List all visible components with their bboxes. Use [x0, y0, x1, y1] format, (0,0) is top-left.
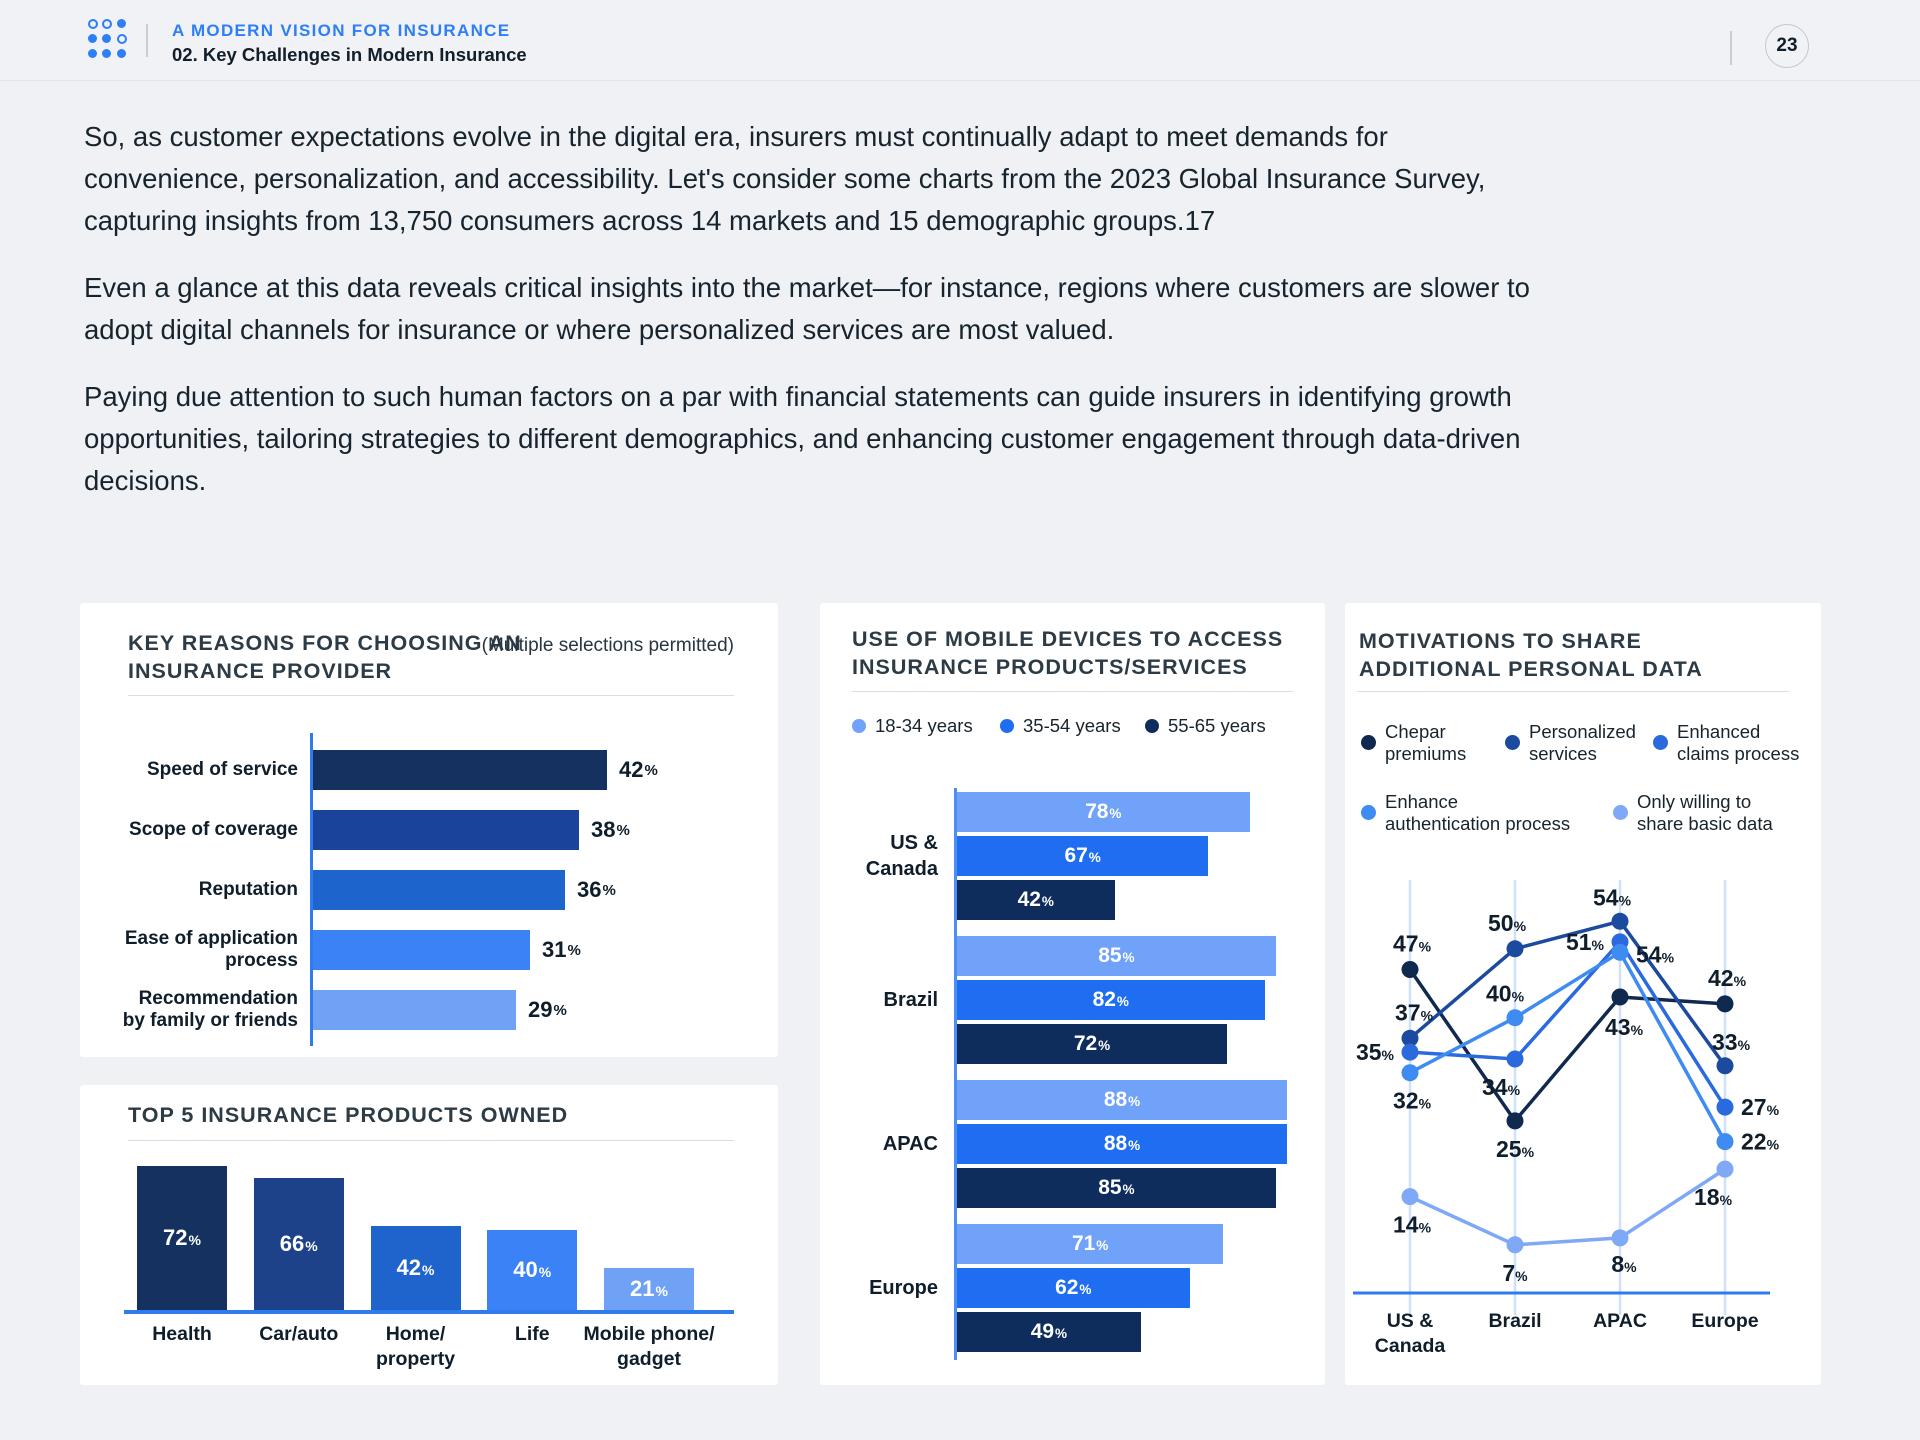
point-value-label: 22%: [1741, 1128, 1780, 1155]
value-number: 72: [1073, 1032, 1098, 1055]
paragraph-3: Paying due attention to such human factors on a par with financial statements can guide insurers in identifying growth opportunities, tailoring strategies to different demographics, and enhancing customer engagement through data-driven decisions.: [84, 381, 1521, 496]
data-point: [1612, 1229, 1629, 1246]
header-divider: [146, 24, 148, 57]
percent-sign: %: [655, 1283, 668, 1299]
bar-value-label: [1031, 1320, 1067, 1344]
bar: [957, 1224, 1223, 1264]
value-number: 21: [630, 1276, 655, 1301]
bar: [957, 880, 1115, 920]
data-point: [1612, 989, 1629, 1006]
category-label-line: Scope of coverage: [129, 818, 298, 840]
value-number: 88: [1103, 1088, 1128, 1111]
point-value-label: 54%: [1592, 884, 1632, 911]
percent-sign: %: [616, 821, 630, 839]
legend-item: [852, 715, 973, 737]
header-divider-right: [1730, 31, 1732, 65]
x-axis-label: Europe: [1691, 1310, 1759, 1332]
bar: [137, 1166, 227, 1310]
group-label: [820, 1224, 938, 1352]
bar-value-label: [1085, 800, 1121, 824]
percent-sign: %: [188, 1232, 201, 1248]
bar: [313, 750, 607, 790]
point-value-label: 50%: [1487, 909, 1527, 936]
value-number: 88: [1103, 1132, 1128, 1155]
bar-value-label: [619, 750, 658, 790]
value-number: 78: [1085, 800, 1109, 823]
category-label-line: Mobile phone/: [583, 1323, 715, 1345]
value-number: 67: [1064, 844, 1088, 867]
group-label: [820, 792, 938, 920]
bar: [487, 1230, 577, 1310]
value-number: 66: [279, 1231, 305, 1256]
value-number: 71: [1071, 1232, 1096, 1255]
percent-sign: %: [1055, 1326, 1068, 1341]
bar-value-label: [528, 990, 567, 1030]
data-point: [1507, 940, 1524, 957]
bar-value-label: [577, 870, 616, 910]
title-divider: [1357, 691, 1789, 692]
data-point: [1717, 1161, 1734, 1178]
category-label-line: Car/auto: [259, 1323, 339, 1345]
value-number: 38: [591, 817, 616, 842]
bar: [313, 990, 516, 1030]
series-line: [1410, 1169, 1725, 1245]
bar-value-label: [1104, 1088, 1140, 1112]
category-label: [80, 810, 298, 850]
value-number: 85: [1098, 944, 1122, 967]
category-label-line: property: [375, 1347, 456, 1370]
value-number: 29: [528, 997, 553, 1022]
bar-value-label: [397, 1255, 435, 1281]
logo-dot: [88, 49, 97, 58]
data-point: [1507, 1009, 1524, 1026]
data-point: [1507, 1236, 1524, 1253]
group-label-line: Canada: [865, 858, 938, 880]
series-line: [1410, 952, 1725, 1141]
percent-sign: %: [1128, 1138, 1141, 1153]
group-label-line: APAC: [882, 1133, 938, 1155]
legend-item: [1000, 715, 1121, 737]
data-point: [1612, 913, 1629, 930]
percent-sign: %: [602, 881, 616, 899]
data-point: [1717, 1099, 1734, 1116]
legend-item: [1361, 791, 1570, 835]
bar: [957, 1024, 1227, 1064]
data-point: [1402, 1044, 1419, 1061]
value-number: 42: [619, 757, 644, 782]
data-point: [1507, 1051, 1524, 1068]
category-label-line: Recommendation: [138, 987, 298, 1009]
legend-label-line: claims process: [1677, 742, 1800, 764]
body-copy: [84, 116, 1534, 527]
bar-value-label: [1104, 1132, 1140, 1156]
point-value-label: 7%: [1502, 1259, 1528, 1286]
logo-dot: [102, 34, 111, 43]
legend-dot-icon: [1361, 805, 1376, 820]
legend-dot-icon: [1653, 735, 1668, 750]
bar: [957, 980, 1265, 1020]
panel-key-reasons: [80, 603, 778, 1057]
point-value-label: 27%: [1741, 1094, 1780, 1121]
category-label: [80, 987, 298, 1031]
point-value-label: 32%: [1392, 1087, 1432, 1114]
percent-sign: %: [1122, 950, 1135, 965]
legend-label: [1385, 721, 1466, 765]
category-label-line: Home/: [385, 1323, 446, 1345]
data-point: [1717, 995, 1734, 1012]
series-line: [1410, 942, 1725, 1107]
percent-sign: %: [1122, 1182, 1135, 1197]
category-label: [80, 750, 298, 790]
bar-value-label: [513, 1257, 551, 1283]
percent-sign: %: [1079, 1282, 1092, 1297]
logo-dot: [88, 34, 97, 43]
x-axis-label: US & Canada: [1374, 1310, 1446, 1357]
logo-dot: [88, 19, 98, 29]
bar: [957, 936, 1276, 976]
panel-mobile-devices: [820, 603, 1325, 1385]
data-point: [1717, 1057, 1734, 1074]
percent-sign: %: [567, 941, 581, 959]
percent-sign: %: [1088, 850, 1101, 865]
legend-label: [1529, 721, 1636, 765]
point-value-label: 47%: [1392, 930, 1432, 957]
page-header: [0, 0, 1920, 81]
value-number: 31: [542, 937, 567, 962]
bar-value-label: [1055, 1276, 1091, 1300]
chart-motivations: [1345, 853, 1821, 1385]
x-axis-line: [124, 1310, 734, 1314]
bar: [957, 1312, 1141, 1352]
category-label-line: gadget: [617, 1347, 681, 1370]
percent-sign: %: [538, 1264, 552, 1280]
chart-title: TOP 5 INSURANCE PRODUCTS OWNED: [128, 1103, 569, 1127]
point-value-label: 54%: [1636, 941, 1675, 968]
legend-label: [1385, 791, 1570, 835]
category-label-line: by family or friends: [122, 1010, 298, 1031]
logo-dots-icon: [88, 19, 128, 61]
category-label: [80, 870, 298, 910]
value-number: 62: [1055, 1276, 1079, 1299]
percent-sign: %: [1109, 806, 1122, 821]
data-point: [1402, 1064, 1419, 1081]
value-number: 82: [1092, 988, 1116, 1011]
legend-label-line: Enhanced: [1677, 721, 1761, 742]
group-label-line: Brazil: [883, 989, 938, 1011]
point-value-label: 18%: [1693, 1184, 1733, 1211]
percent-sign: %: [422, 1262, 435, 1278]
category-label-line: Life: [514, 1323, 550, 1345]
legend-label-line: Personalized: [1529, 721, 1636, 742]
bar-value-label: [1098, 1176, 1134, 1200]
chart-note: (Multiple selections permitted): [481, 635, 734, 656]
bar: [957, 792, 1250, 832]
title-divider: [852, 691, 1293, 692]
point-value-label: 43%: [1604, 1014, 1644, 1040]
value-number: 72: [163, 1225, 188, 1250]
category-label-line: Reputation: [198, 878, 298, 900]
bar: [957, 1168, 1276, 1208]
logo-dot: [117, 49, 126, 58]
bar: [957, 836, 1208, 876]
point-value-label: 42%: [1707, 964, 1747, 991]
series-line: [1410, 970, 1725, 1121]
bar: [957, 1080, 1287, 1120]
data-point: [1402, 1188, 1419, 1205]
logo-dot: [102, 19, 112, 29]
logo-dot: [102, 49, 111, 58]
legend-label-line: services: [1529, 742, 1597, 764]
bar: [313, 930, 530, 970]
legend-item: [1505, 721, 1636, 765]
bar: [957, 1268, 1190, 1308]
legend-label: 18-34 years: [875, 715, 973, 736]
chart-title: KEY REASONS FOR CHOOSING AN INSURANCE PROVIDER: [128, 631, 522, 684]
category-label-line: Ease of application: [124, 927, 298, 949]
point-value-label: 40%: [1485, 980, 1525, 1007]
data-point: [1717, 1133, 1734, 1150]
category-label-line: Health: [152, 1323, 212, 1345]
point-value-label: 33%: [1711, 1028, 1751, 1055]
page-number-badge: 23: [1765, 24, 1809, 68]
legend-label-line: share basic data: [1637, 812, 1773, 834]
bar-value-label: [591, 810, 630, 850]
point-value-label: 34%: [1481, 1074, 1521, 1100]
point-value-label: 25%: [1495, 1135, 1535, 1162]
bar-value-label: [1093, 988, 1129, 1012]
legend-dot-icon: [1361, 735, 1376, 750]
category-label-line: process: [225, 950, 298, 971]
value-number: 42: [1017, 888, 1041, 911]
legend-label-line: Chepar: [1385, 721, 1446, 742]
legend-label: [1677, 721, 1799, 765]
value-number: 85: [1098, 1176, 1122, 1199]
logo-dot: [117, 19, 126, 28]
percent-sign: %: [1041, 894, 1054, 909]
title-divider: [128, 695, 734, 696]
panel-motivations: [1345, 603, 1821, 1385]
chart-title: MOTIVATIONS TO SHARE ADDITIONAL PERSONAL DATA: [1359, 629, 1703, 682]
legend-label: 35-54 years: [1023, 715, 1121, 736]
bar-value-label: [1074, 1032, 1110, 1056]
chapter-title: 02. Key Challenges in Modern Insurance: [172, 44, 527, 65]
legend-dot-icon: [1613, 805, 1628, 820]
bar-value-label: [280, 1231, 318, 1257]
legend-dot-icon: [852, 719, 866, 733]
value-number: 36: [577, 877, 602, 902]
x-axis-label: Brazil: [1488, 1310, 1542, 1332]
data-point: [1612, 944, 1629, 961]
category-label-line: Speed of service: [146, 758, 298, 780]
group-label-line: US &: [890, 832, 938, 854]
bar: [313, 870, 565, 910]
bar-value-label: [1072, 1232, 1108, 1256]
logo-dot: [117, 34, 127, 44]
percent-sign: %: [553, 1001, 567, 1019]
group-label: [820, 936, 938, 1064]
group-label-line: Europe: [869, 1277, 938, 1299]
paragraph-2: Even a glance at this data reveals critical insights into the market—for instance, regions where customers are slower to adopt digital channels for insurance or where personalized services are most valued.: [84, 272, 1530, 345]
bar: [371, 1226, 461, 1310]
bar: [313, 810, 579, 850]
legend-label-line: Only willing to: [1637, 791, 1752, 812]
percent-sign: %: [1128, 1094, 1141, 1109]
value-number: 49: [1030, 1320, 1055, 1343]
bar-value-label: [630, 1276, 668, 1302]
percent-sign: %: [1116, 994, 1129, 1009]
legend-label: 55-65 years: [1168, 715, 1266, 736]
title-divider: [128, 1140, 734, 1141]
legend-label: [1637, 791, 1773, 835]
legend-dot-icon: [1145, 719, 1159, 733]
point-value-label: 35%: [1355, 1039, 1394, 1066]
data-point: [1507, 1112, 1524, 1129]
bar: [957, 1124, 1287, 1164]
percent-sign: %: [305, 1238, 318, 1254]
bar-value-label: [542, 930, 581, 970]
chart-title: USE OF MOBILE DEVICES TO ACCESS INSURANCE PRODUCTS/SERVICES: [852, 627, 1284, 680]
legend-dot-icon: [1505, 735, 1520, 750]
bar-value-label: [1098, 944, 1134, 968]
point-value-label: 51%: [1565, 928, 1604, 955]
x-axis-label: APAC: [1593, 1310, 1647, 1332]
category-label: [579, 1322, 719, 1372]
percent-sign: %: [644, 761, 658, 779]
legend-label-line: Enhance: [1385, 791, 1459, 812]
point-value-label: 37%: [1394, 999, 1434, 1026]
book-title: A MODERN VISION FOR INSURANCE: [172, 21, 511, 40]
legend-dot-icon: [1000, 719, 1014, 733]
value-number: 40: [513, 1257, 538, 1282]
percent-sign: %: [1098, 1038, 1111, 1053]
group-label: [820, 1080, 938, 1208]
data-point: [1402, 961, 1419, 978]
bar: [604, 1268, 694, 1310]
legend-label-line: authentication process: [1385, 812, 1571, 834]
category-label: [80, 927, 298, 971]
bar-value-label: [1064, 844, 1100, 868]
bar: [254, 1178, 344, 1310]
point-value-label: 14%: [1392, 1211, 1432, 1238]
legend-item: [1613, 791, 1773, 835]
legend-item: [1361, 721, 1466, 765]
legend-item: [1145, 715, 1266, 737]
bar-value-label: [1018, 888, 1054, 912]
percent-sign: %: [1096, 1238, 1109, 1253]
legend-item: [1653, 721, 1799, 765]
panel-products-owned: [80, 1085, 778, 1385]
bar-value-label: [163, 1225, 201, 1251]
point-value-label: 8%: [1611, 1250, 1637, 1277]
legend-label-line: premiums: [1385, 742, 1467, 764]
value-number: 42: [396, 1255, 422, 1280]
paragraph-1: So, as customer expectations evolve in the digital era, insurers must continually adapt to meet demands for convenience, personalization, and accessibility. Let's consider some charts from the 2023 Global Insurance Survey, capturing insights from 13,750 consumers across 14 markets and 15 demographic groups.17: [84, 121, 1486, 236]
